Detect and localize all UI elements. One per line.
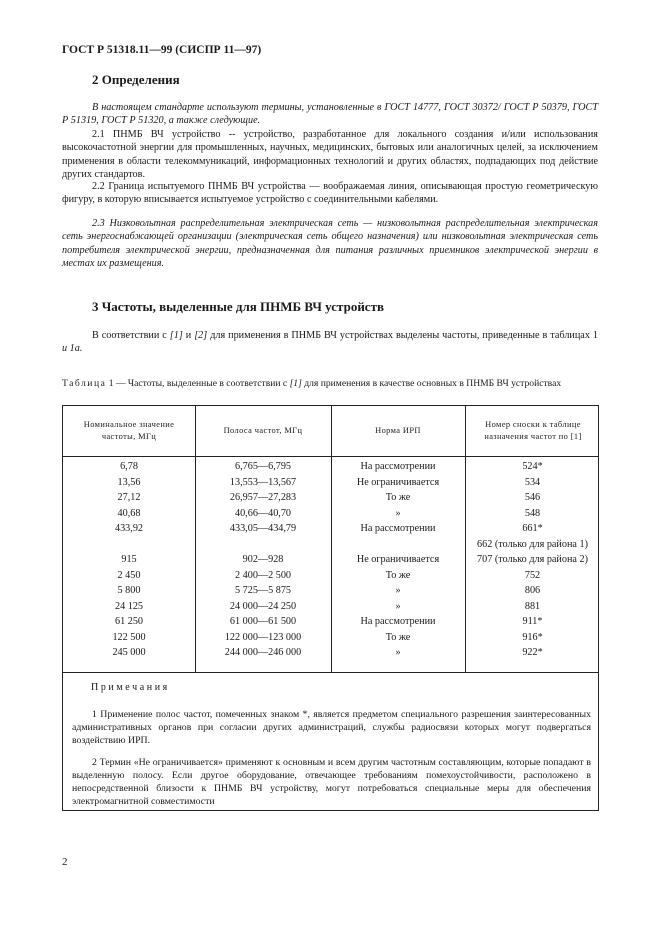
section-3-paragraph [62, 329, 598, 356]
table-cell: 806 [524, 585, 541, 596]
section-2-intro: В настоящем стандарте используют термины, установленные в ГОСТ 14777, ГОСТ 30372/ ГОСТ Р 50379, ГОСТ Р 51319, ГОСТ Р 51320, а также следующие. [62, 102, 598, 127]
table-row [63, 490, 598, 506]
text-fragment: и 1а. [62, 343, 83, 355]
caption-reference: [1] [289, 378, 302, 389]
table-cell: 244 000—246 000 [224, 647, 302, 658]
table-cell: 24 125 [114, 600, 143, 612]
table-cell: 534 [524, 476, 541, 488]
table-cell: 27,12 [117, 492, 141, 503]
table-cell: 433,92 [114, 523, 143, 534]
table-cell: 548 [524, 507, 541, 519]
table-cell: На рассмотрении [360, 616, 436, 627]
table-cell: 13,553—13,567 [229, 476, 297, 488]
table-cell: 5 725—5 875 [234, 585, 292, 596]
table-cell: 922* [522, 647, 543, 658]
section-2-title: 2 Определения [92, 72, 180, 87]
table-cell: 24 000—24 250 [229, 600, 297, 612]
reference-1: [1] [169, 330, 183, 341]
table-cell: То же [385, 492, 411, 503]
table-row [63, 475, 598, 491]
frequency-table [62, 405, 599, 811]
caption-word: Таблица [62, 378, 107, 389]
header-nominal-frequency: Номинальное значение частоты, МГц [83, 420, 175, 441]
table-cell: 752 [524, 569, 541, 581]
table-cell: Не ограничивается [356, 476, 440, 488]
notes-title: Примечания [91, 682, 170, 693]
definition-2-3: 2.3 Низковольтная распределительная электрическая сеть — низковольтная распределительная электрическая сеть энергоснабжающей организации (электрическая сеть общего назначения) или низковольтная электрическая сеть потребителя электрической энергии, предназначенная для питания различных приемников электрической энергии в местах их размещения. [62, 218, 598, 270]
table-cell: 6,78 [120, 461, 138, 472]
table-cell: » [395, 585, 401, 596]
table-row [63, 583, 598, 599]
table-cell: На рассмотрении [360, 523, 436, 534]
table-cell: 122 500 [112, 631, 146, 643]
table-row [63, 599, 598, 615]
header-frequency-band: Полоса частот, МГц [223, 426, 303, 435]
header-divider [63, 456, 598, 457]
text-fragment: и [182, 330, 195, 341]
table-cell: 916* [522, 631, 543, 643]
table-cell: 245 000 [112, 647, 146, 658]
table-cell: 26,957—27,283 [229, 492, 297, 503]
table-row [63, 614, 598, 630]
table-row [63, 459, 598, 475]
header-footnote-number: Номер сноски к таблице назначения частот по [1] [484, 420, 582, 441]
table-cell: 61 000—61 500 [229, 616, 297, 627]
table-cell: 40,68 [117, 507, 141, 519]
page-number: 2 [62, 856, 68, 868]
note-1: 1 Применение полос частот, помеченных знаком *, является предметом специального разрешения заинтересованных административных органов при согласии других администраций, службы радиосвязи которых могут подвергаться воздействию ИРП. [72, 709, 591, 746]
table-row [63, 521, 598, 537]
table-cell: » [395, 507, 401, 519]
table-row [63, 552, 598, 568]
table-caption [62, 378, 602, 390]
caption-text: для применения в качестве основных в ПНМБ ВЧ устройствах [301, 378, 562, 389]
table-cell: На рассмотрении [360, 461, 436, 472]
table-cell: 662 (только для района 1) [477, 538, 588, 550]
table-cell: 546 [524, 492, 541, 503]
table-cell: То же [385, 569, 411, 581]
table-cell: » [395, 600, 401, 612]
table-cell: 881 [524, 600, 541, 612]
header-emission-limit: Норма ИРП [375, 426, 421, 435]
table-cell: 61 250 [114, 616, 143, 627]
table-cell: 40,66—40,70 [234, 507, 292, 519]
table-cell: 6,765—6,795 [234, 461, 292, 472]
table-row [63, 506, 598, 522]
table-cell: 661* [522, 523, 543, 534]
section-3-title: 3 Частоты, выделенные для ПНМБ ВЧ устройств [92, 299, 384, 314]
caption-text: 1 — Частоты, выделенные в соответствии с [106, 378, 290, 389]
table-cell: 2 450 [117, 569, 141, 581]
table-cell: 911* [522, 616, 543, 627]
table-cell: 524* [522, 461, 543, 472]
table-cell: 902—928 [242, 554, 284, 565]
table-cell: То же [385, 631, 411, 643]
table-cell: Не ограничивается [356, 554, 440, 565]
reference-2: [2] [194, 330, 208, 341]
table-row [63, 537, 598, 553]
definition-2-1: 2.1 ПНМБ ВЧ устройство -- устройство, разработанное для локального создания и/или использования высокочастотной энергии для промышленных, научных, медицинских, бытовых или аналогичных целей, за исключением применения в области телекоммуникаций, информационных технологий и других областях, подпадающих под действие других стандартов. [62, 129, 598, 181]
document-header: ГОСТ Р 51318.11—99 (СИСПР 11—97) [62, 44, 262, 56]
table-cell: 122 000—123 000 [224, 631, 302, 643]
definition-2-2: 2.2 Граница испытуемого ПНМБ ВЧ устройства — воображаемая линия, описывающая простую геометрическую фигуру, в которую вписывается испытуемое устройство с соединительными кабелями. [62, 181, 598, 206]
table-row [63, 630, 598, 646]
table-cell: 915 [121, 554, 137, 565]
table-row [63, 568, 598, 584]
text-fragment: В соответствии с [92, 330, 170, 341]
text-fragment: для применения в ПНМБ ВЧ устройствах выделены частоты, приведенные в таблицах 1 [207, 330, 598, 341]
table-cell: 5 800 [117, 585, 141, 596]
table-cell: 707 (только для района 2) [477, 554, 588, 565]
table-cell: 2 400—2 500 [234, 569, 292, 581]
table-cell: 433,05—434,79 [229, 523, 297, 534]
table-row [63, 645, 598, 661]
table-cell: 13,56 [117, 476, 141, 488]
note-2: 2 Термин «Не ограничивается» применяют к основным и всем другим частотным составляющим, которые попадают в выделенную полосу. Если другое оборудование, отвечающее требованиям помехоустойчивости, расположено в непосредственной близости к ПНМБ ВЧ устройству, могут потребоваться специальные меры для обеспечения электромагнитной совместимости [72, 757, 591, 807]
notes-divider [63, 672, 598, 673]
table-cell: » [395, 647, 401, 658]
